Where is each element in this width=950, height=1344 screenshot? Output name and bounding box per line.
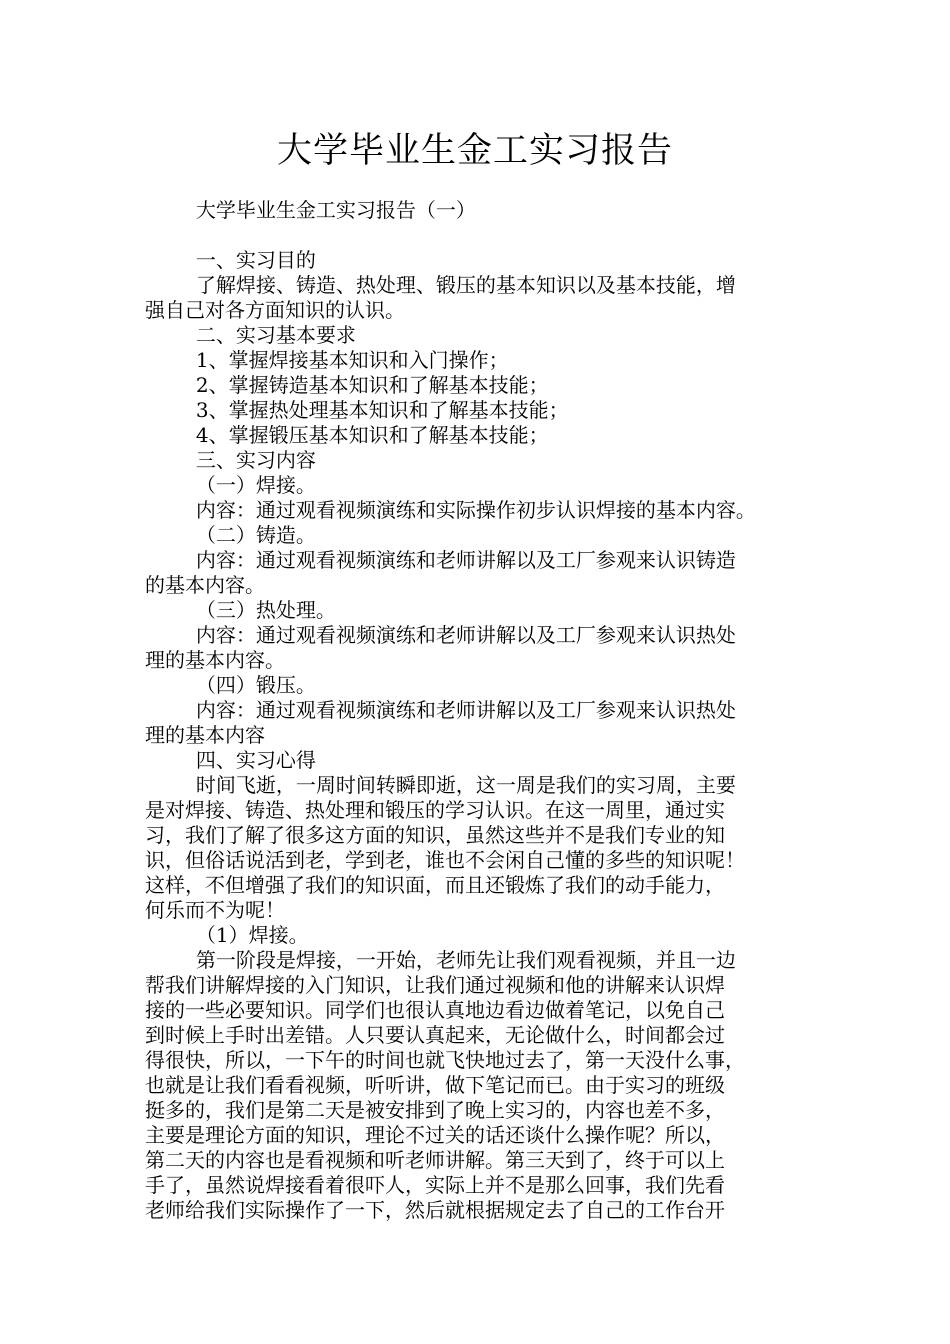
document-title: 大学毕业生金工实习报告: [276, 131, 673, 171]
text-line: 主要是理论方面的知识，理论不过关的话还谈什么操作呢？所以，: [145, 1123, 725, 1147]
text-line: 是对焊接、铸造、热处理和锻压的学习认识。在这一周里，通过实: [145, 798, 725, 822]
text-line: 接的一些必要知识。同学们也很认真地边看边做着笔记，以免自己: [145, 998, 725, 1022]
text-line: 内容：通过观看视频演练和老师讲解以及工厂参观来认识热处: [145, 623, 736, 647]
text-line: 理的基本内容: [145, 723, 265, 747]
text-line: （四）锻压。: [145, 673, 316, 697]
text-line: 老师给我们实际操作了一下，然后就根据规定去了自己的工作台开: [145, 1198, 725, 1222]
text-line: 二、实习基本要求: [145, 323, 356, 347]
text-line: 到时候上手时出差错。人只要认真起来，无论做什么，时间都会过: [145, 1023, 725, 1047]
text-line: 内容：通过观看视频演练和实际操作初步认识焊接的基本内容。: [145, 498, 756, 522]
text-line: 何乐而不为呢！: [145, 898, 285, 922]
text-line: 习，我们了解了很多这方面的知识，虽然这些并不是我们专业的知: [145, 823, 725, 847]
text-line: 内容：通过观看视频演练和老师讲解以及工厂参观来认识热处: [145, 698, 736, 722]
text-line: 帮我们讲解焊接的入门知识，让我们通过视频和他的讲解来认识焊: [145, 973, 725, 997]
text-line: 强自己对各方面知识的认识。: [145, 298, 405, 322]
text-line: 大学毕业生金工实习报告（一）: [145, 198, 476, 222]
text-line: （三）热处理。: [145, 598, 336, 622]
text-line: （1）焊接。: [145, 923, 309, 947]
text-line: 第一阶段是焊接，一开始，老师先让我们观看视频，并且一边: [145, 948, 736, 972]
document-body: [145, 198, 817, 1223]
text-line: 也就是让我们看看视频，听听讲，做下笔记而已。由于实习的班级: [145, 1073, 725, 1097]
text-line: 这样，不但增强了我们的知识面，而且还锻炼了我们的动手能力，: [145, 873, 725, 897]
text-line: 了解焊接、铸造、热处理、锻压的基本知识以及基本技能，增: [145, 273, 736, 297]
text-line: 1、掌握焊接基本知识和入门操作；: [145, 348, 509, 372]
text-line: （一）焊接。: [145, 473, 316, 497]
text-line: （二）铸造。: [145, 523, 316, 547]
text-line: 一、实习目的: [145, 248, 316, 272]
text-line: 4、掌握锻压基本知识和了解基本技能；: [145, 423, 549, 447]
text-line: 3、掌握热处理基本知识和了解基本技能；: [145, 398, 569, 422]
blank-line: [145, 223, 817, 248]
text-line: 理的基本内容。: [145, 648, 285, 672]
text-line: 四、实习心得: [145, 748, 316, 772]
text-line: 识，但俗话说活到老，学到老，谁也不会闲自己懂的多些的知识呢！: [145, 848, 745, 872]
text-line: 2、掌握铸造基本知识和了解基本技能；: [145, 373, 549, 397]
text-line: 手了，虽然说焊接看着很吓人，实际上并不是那么回事，我们先看: [145, 1173, 725, 1197]
text-line: 时间飞逝，一周时间转瞬即逝，这一周是我们的实习周，主要: [145, 773, 736, 797]
text-line: 三、实习内容: [145, 448, 316, 472]
text-line: 的基本内容。: [145, 573, 265, 597]
text-line: 挺多的，我们是第二天是被安排到了晚上实习的，内容也差不多，: [145, 1098, 725, 1122]
text-line: 得很快，所以，一下午的时间也就飞快地过去了，第一天没什么事，: [145, 1048, 745, 1072]
text-line: 内容：通过观看视频演练和老师讲解以及工厂参观来认识铸造: [145, 548, 736, 572]
text-line: 第二天的内容也是看视频和听老师讲解。第三天到了，终于可以上: [145, 1148, 725, 1172]
